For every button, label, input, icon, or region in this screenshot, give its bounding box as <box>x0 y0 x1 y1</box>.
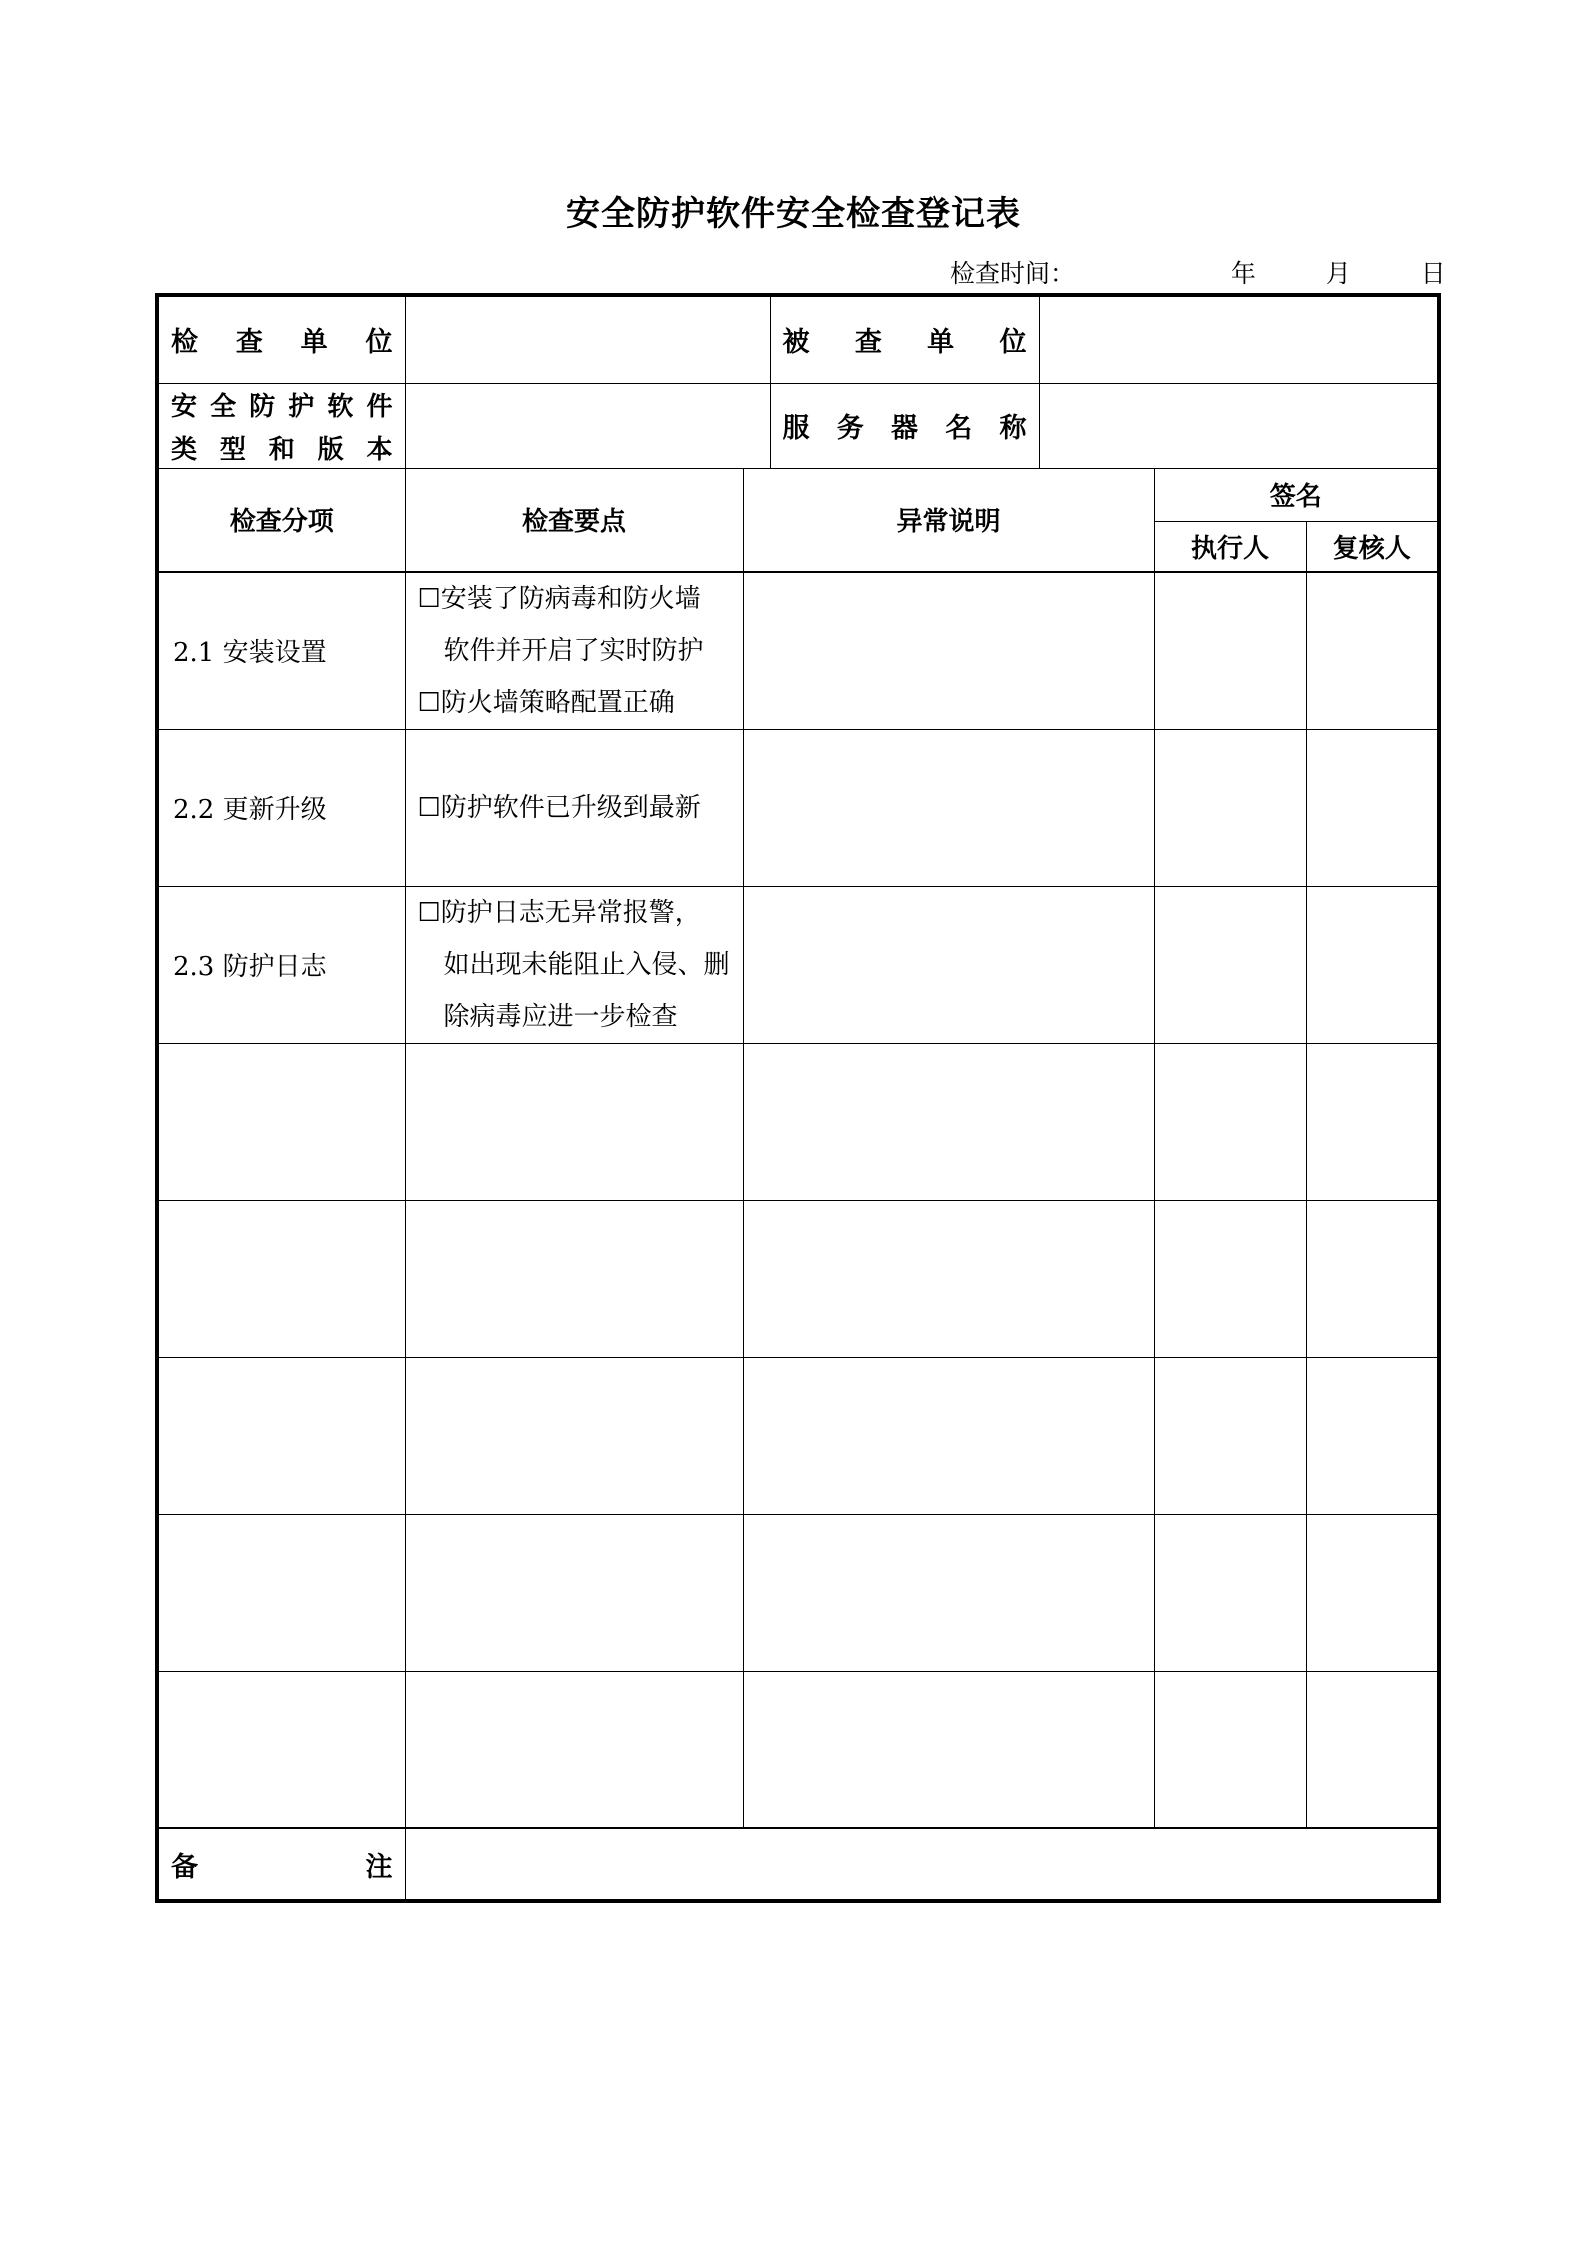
info-table <box>159 297 1437 469</box>
empty-row <box>159 1200 1437 1357</box>
header-executor: 执行人 <box>1154 522 1306 572</box>
header-item: 检查分项 <box>159 469 405 572</box>
executor-field[interactable] <box>1154 572 1306 730</box>
empty-row <box>159 1043 1437 1200</box>
software-type-version-field[interactable] <box>405 383 770 468</box>
table-row <box>159 572 1437 730</box>
executor-field[interactable] <box>1154 1043 1306 1200</box>
reviewer-field[interactable] <box>1306 729 1437 886</box>
page-title: 安全防护软件安全检查登记表 <box>566 194 1021 234</box>
date-year: 年 <box>1230 259 1256 288</box>
check-table <box>159 469 1437 1900</box>
empty-row <box>159 1514 1437 1671</box>
executor-field[interactable] <box>1154 1671 1306 1828</box>
executor-field[interactable] <box>1154 1514 1306 1671</box>
item-field[interactable] <box>159 1671 405 1828</box>
exception-field[interactable] <box>743 1200 1154 1357</box>
inspected-unit-label: 被 查 单 位 <box>770 297 1039 383</box>
points-field[interactable] <box>405 1200 743 1357</box>
reviewer-field[interactable] <box>1306 1671 1437 1828</box>
exception-field[interactable] <box>743 1514 1154 1671</box>
remark-label: 备 注 <box>159 1828 405 1899</box>
points-field[interactable] <box>405 1357 743 1514</box>
executor-field[interactable] <box>1154 729 1306 886</box>
inspection-date <box>950 254 1446 290</box>
date-day: 日 <box>1420 259 1446 288</box>
exception-field[interactable] <box>743 1043 1154 1200</box>
reviewer-field[interactable] <box>1306 1200 1437 1357</box>
inspect-unit-field[interactable] <box>405 297 770 383</box>
exception-field[interactable] <box>743 572 1154 730</box>
server-name-label: 服 务 器 名 称 <box>770 383 1039 468</box>
remark-field[interactable] <box>405 1828 1437 1899</box>
exception-field[interactable] <box>743 729 1154 886</box>
row-item: 2.1 安装设置 <box>159 572 405 730</box>
row-points[interactable]: ☐安装了防病毒和防火墙 软件并开启了实时防护 ☐防火墙策略配置正确 <box>405 572 743 730</box>
exception-field[interactable] <box>743 886 1154 1043</box>
server-name-field[interactable] <box>1039 383 1437 468</box>
reviewer-field[interactable] <box>1306 886 1437 1043</box>
empty-row <box>159 1357 1437 1514</box>
row-item: 2.3 防护日志 <box>159 886 405 1043</box>
table-row <box>159 729 1437 886</box>
exception-field[interactable] <box>743 1357 1154 1514</box>
exception-field[interactable] <box>743 1671 1154 1828</box>
header-signature: 签名 <box>1154 469 1437 522</box>
points-field[interactable] <box>405 1671 743 1828</box>
points-field[interactable] <box>405 1043 743 1200</box>
reviewer-field[interactable] <box>1306 1514 1437 1671</box>
header-points: 检查要点 <box>405 469 743 572</box>
executor-field[interactable] <box>1154 1357 1306 1514</box>
executor-field[interactable] <box>1154 1200 1306 1357</box>
table-row <box>159 886 1437 1043</box>
row-points[interactable]: ☐防护软件已升级到最新 <box>405 729 743 886</box>
reviewer-field[interactable] <box>1306 1357 1437 1514</box>
inspected-unit-field[interactable] <box>1039 297 1437 383</box>
row-points[interactable]: ☐防护日志无异常报警， 如出现未能阻止入侵、删 除病毒应进一步检查 <box>405 886 743 1043</box>
item-field[interactable] <box>159 1200 405 1357</box>
inspection-form <box>155 293 1441 1903</box>
executor-field[interactable] <box>1154 886 1306 1043</box>
item-field[interactable] <box>159 1357 405 1514</box>
inspect-unit-label: 检 查 单 位 <box>159 297 405 383</box>
item-field[interactable] <box>159 1043 405 1200</box>
reviewer-field[interactable] <box>1306 1043 1437 1200</box>
points-field[interactable] <box>405 1514 743 1671</box>
empty-row <box>159 1671 1437 1828</box>
date-month: 月 <box>1325 259 1351 288</box>
header-exception: 异常说明 <box>743 469 1154 572</box>
software-type-version-label: 安 全 防 护 软 件 类 型 和 版 本 <box>159 383 405 468</box>
reviewer-field[interactable] <box>1306 572 1437 730</box>
header-reviewer: 复核人 <box>1306 522 1437 572</box>
row-item: 2.2 更新升级 <box>159 729 405 886</box>
date-label: 检查时间： <box>950 259 1076 288</box>
item-field[interactable] <box>159 1514 405 1671</box>
